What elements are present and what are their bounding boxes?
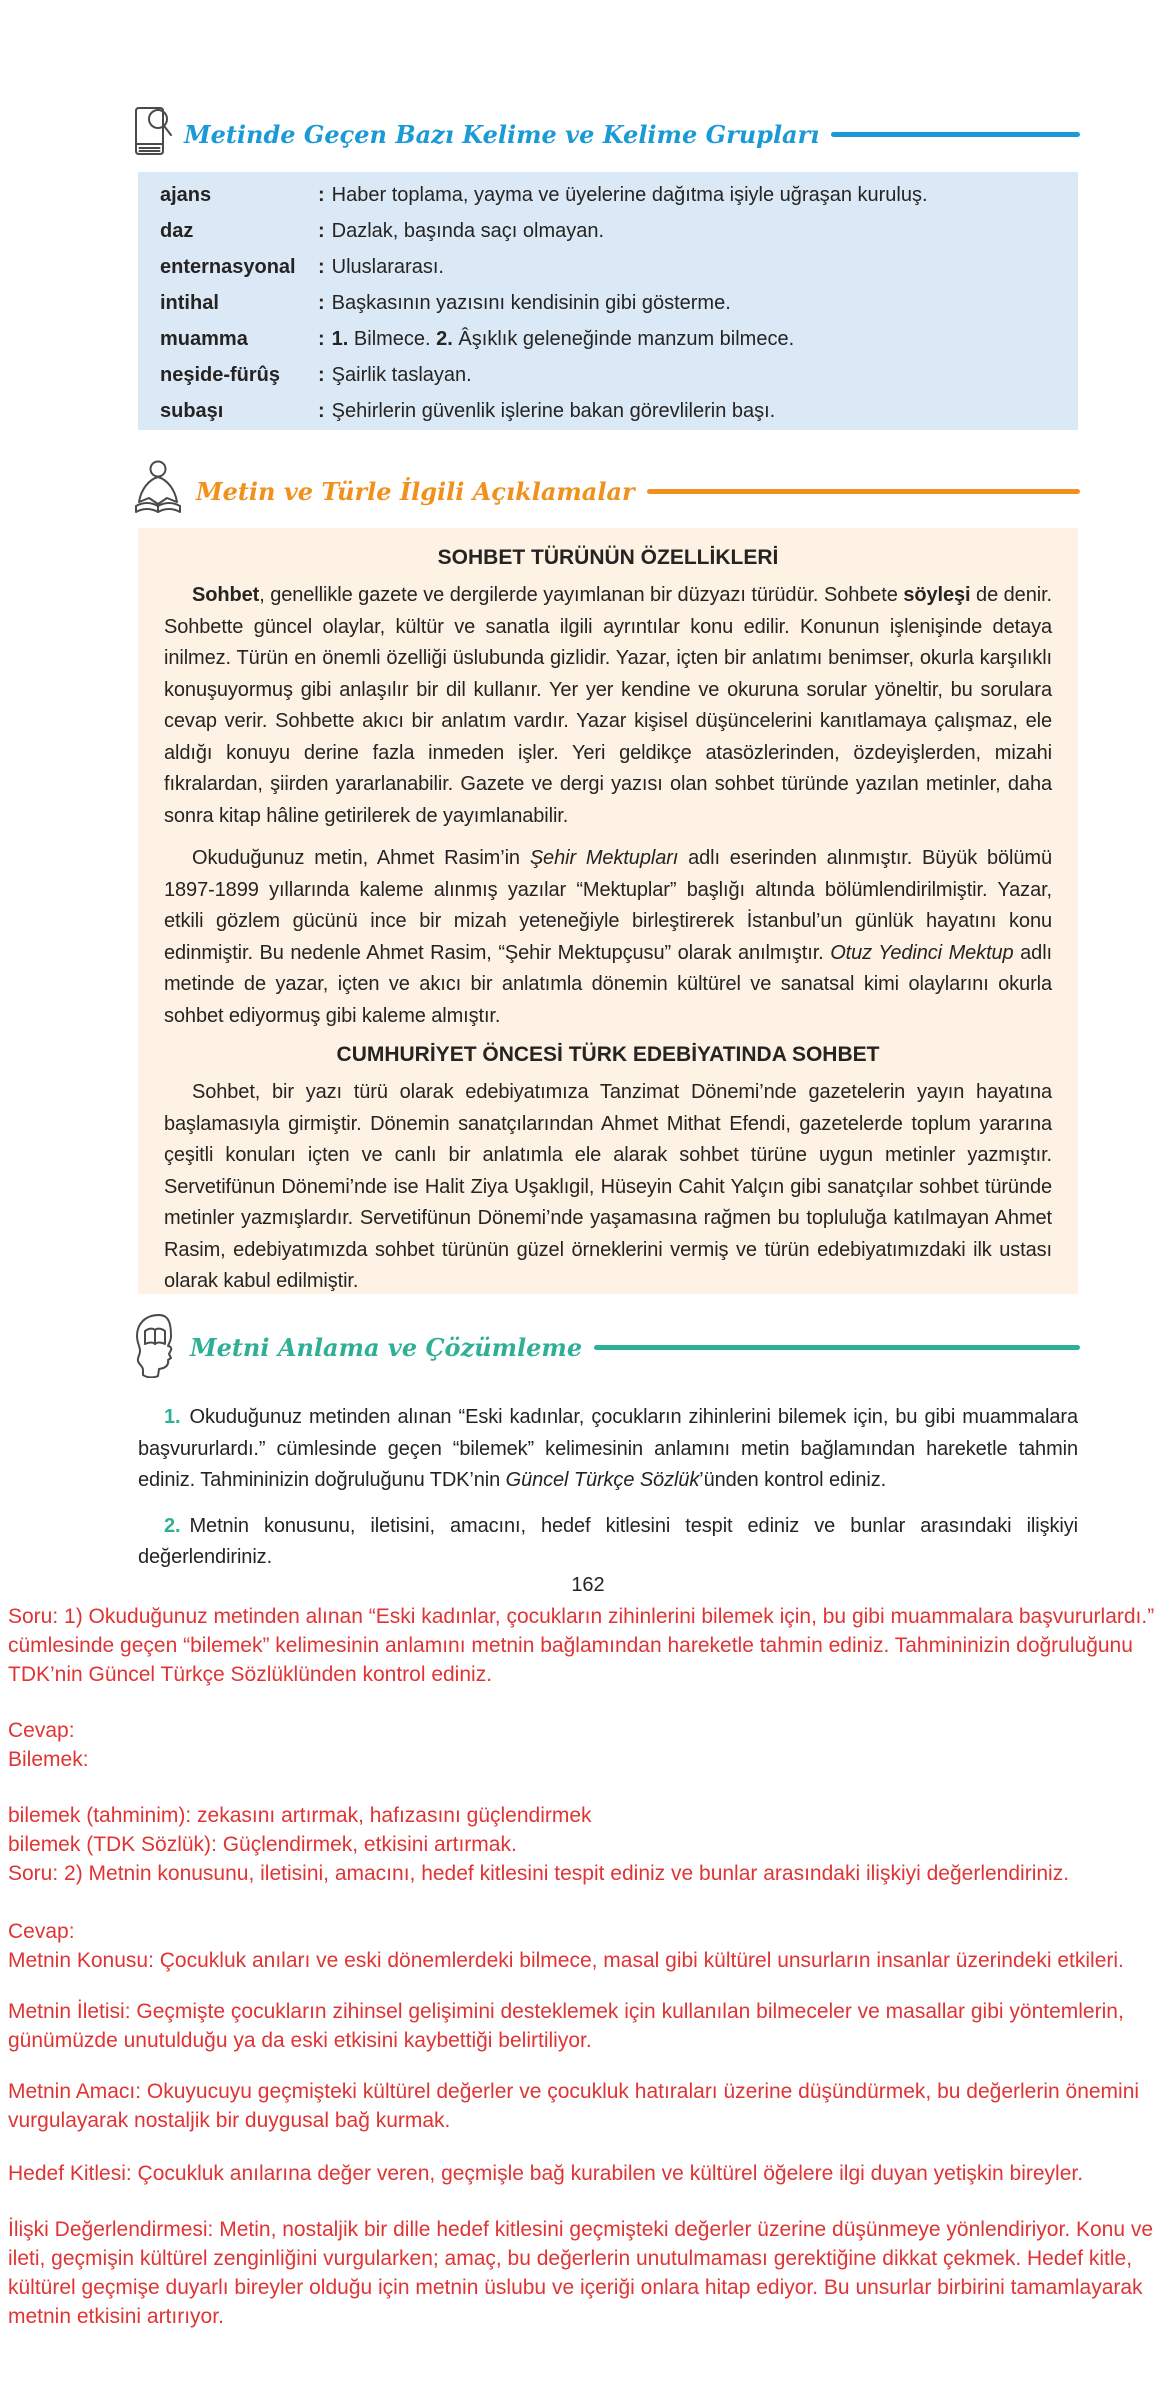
answer-annotations <box>8 1602 1170 2331</box>
annotation-line: Soru: 1) Okuduğunuz metinden alınan “Eski kadınlar, çocukların zihinlerini bilemek için, bu gibi muammalara başvururlardı.” cümlesinde geçen “bilemek” kelimesinin anlamını metnin bağlamından hareketle tahmin ediniz. Tahmininizin doğruluğunu TDK’nin Güncel Türkçe Sözlüklünden kontrol ediniz. <box>8 1605 1155 1686</box>
vocab-term: ajans <box>160 183 212 206</box>
vocab-section-header <box>132 106 1080 163</box>
comprehension-section-title: Metni Anlama ve Çözümleme <box>190 1333 583 1362</box>
vocab-row <box>160 393 1060 429</box>
vocab-row <box>160 213 1060 249</box>
vocab-row <box>160 321 1060 357</box>
annotation-line: Hedef Kitlesi: Çocukluk anılarına değer veren, geçmişle bağ kurabilen ve kültürel öğelere ilgi duyan yetişkin bireyler. <box>8 2162 1084 2185</box>
vocab-term: enternasyonal <box>160 255 296 278</box>
person-reading-icon <box>132 460 184 523</box>
info-box-heading: SOHBET TÜRÜNÜN ÖZELLİKLERİ <box>437 546 779 569</box>
info-section-rule <box>647 489 1080 494</box>
vocab-term: daz <box>160 219 194 242</box>
vocab-definition: Şehirlerin güvenlik işlerine bakan görevlilerin başı. <box>331 399 776 422</box>
comprehension-section-header <box>132 1312 1080 1383</box>
comprehension-section-rule <box>594 1345 1080 1350</box>
vocab-row <box>160 357 1060 393</box>
question-number: 1. <box>164 1406 181 1428</box>
book-magnifier-icon <box>132 106 172 163</box>
annotation-line: bilemek (TDK Sözlük): Güçlendirmek, etkisini artırmak. <box>8 1833 517 1856</box>
vocab-definition: Dazlak, başında saçı olmayan. <box>331 219 605 242</box>
vocab-colon: : <box>318 327 325 350</box>
annotation-line: Cevap: <box>8 1719 75 1742</box>
head-book-icon <box>132 1312 178 1383</box>
question-item: 2. Metnin konusunu, iletisini, amacını, hedef kitlesini tespit ediniz ve bunlar arasındaki ilişkiyi değerlendiriniz. <box>138 1514 1078 1568</box>
page-number: 162 <box>571 1574 605 1596</box>
annotation-line: bilemek (tahminim): zekasını artırmak, hafızasını güçlendirmek <box>8 1804 592 1827</box>
info-section-title: Metin ve Türle İlgili Açıklamalar <box>196 477 635 506</box>
questions-list <box>138 1402 1078 1588</box>
vocab-definition: Uluslararası. <box>331 255 444 278</box>
annotation-line: Bilemek: <box>8 1748 89 1771</box>
info-paragraph: Okuduğunuz metin, Ahmet Rasim’in Şehir Mektupları adlı eserinden alınmıştır. Büyük bölümü 1897-1899 yıllarında kaleme alınmış yazılar “Mektuplar” başlığı altında bölümlendirilmiştir. Yazar, etkili gözlem gücünü ince bir mizah yeteneğiyle birleştirerek İstanbul’un günlük hayatını konu edinmiştir. Bu nedenle Ahmet Rasim, “Şehir Mektupçusu” olarak anılmıştır. Otuz Yedinci Mektup adlı metinde de yazar, içten ve akıcı bir anlatımla dönemin kültürel ve sanatsal kimi olaylarını okurla sohbet ediyormuş gibi kaleme almıştır. <box>164 847 1053 1027</box>
annotation-line: İlişki Değerlendirmesi: Metin, nostaljik bir dille hedef kitlesini geçmişteki değerler üzerine düşünmeye yönlendiriyor. Konu ve ileti, geçmişin kültürel zenginliğini vurgularken; amaç, bu değerlerin unutulmaması gerektiğine dikkat çekmek. Hedef kitle, kültürel geçmişe duyarlı bireyler olduğu için metnin üslubu ve içeriği onlara hitap ediyor. Bu unsurlar birbirini tamamlayarak metnin etkisini artırıyor. <box>8 2218 1154 2328</box>
vocab-box <box>138 172 1078 430</box>
vocab-colon: : <box>318 255 325 278</box>
vocab-definition: Başkasının yazısını kendisinin gibi gösterme. <box>331 291 731 314</box>
annotation-line: Soru: 2) Metnin konusunu, iletisini, amacını, hedef kitlesini tespit ediniz ve bunlar arasındaki ilişkiyi değerlendiriniz. <box>8 1862 1070 1885</box>
info-box <box>138 528 1078 1294</box>
annotation-line: Metnin İletisi: Geçmişte çocukların zihinsel gelişimini desteklemek için kullanılan bilmeceler ve masallar gibi yöntemlerin, günümüzde unutulduğu ya da eski etkisini kaybettiği belirtiliyor. <box>8 2000 1124 2052</box>
question-item: 1. Okuduğunuz metinden alınan “Eski kadınlar, çocukların zihinlerini bilemek için, bu gibi muammalara başvururlardı.” cümlesinde geçen “bilemek” kelimesinin anlamını metin bağlamından hareketle tahmin ediniz. Tahmininizin doğruluğunu TDK’nin Güncel Türkçe Sözlük’ünden kontrol ediniz. <box>138 1406 1078 1491</box>
annotation-line: Cevap: <box>8 1920 75 1943</box>
vocab-colon: : <box>318 219 325 242</box>
vocab-term: subaşı <box>160 399 224 422</box>
vocab-definition: Haber toplama, yayma ve üyelerine dağıtma işiyle uğraşan kuruluş. <box>331 183 928 206</box>
annotation-line: Metnin Amacı: Okuyucuyu geçmişteki kültürel değerler ve çocukluk hatıraları üzerine düşündürmek, bu değerlerin önemini vurgulayarak nostaljik bir duygusal bağ kurmak. <box>8 2080 1140 2132</box>
question-number: 2. <box>164 1514 181 1537</box>
info-paragraph: Sohbet, bir yazı türü olarak edebiyatımıza Tanzimat Dönemi’nde gazetelerin yayın hayatına başlamasıyla girmiştir. Dönemin sanatçılarından Ahmet Mithat Efendi, gazetelerde toplum yararına çeşitli konuları içten ve canlı bir anlatımla ele alarak sohbet türüne uygun metinler yazmıştır. Servetifünun Dönemi’nde ise Halit Ziya Uşaklıgil, Hüseyin Cahit Yalçın gibi sanatçılar sohbet türünde metinler yazmışlardır. Servetifünun Dönemi’nde yaşamasına rağmen bu topluluğa katılmayan Ahmet Rasim, edebiyatımızda sohbet türünün güzel örneklerini vermiş ve türün edebiyatımızdaki ilk ustası olarak kabul edilmiştir. <box>164 1081 1052 1292</box>
vocab-colon: : <box>318 363 325 386</box>
info-box-heading: CUMHURİYET ÖNCESİ TÜRK EDEBİYATINDA SOHBET <box>336 1043 880 1066</box>
vocab-row <box>160 285 1060 321</box>
vocab-colon: : <box>318 291 325 314</box>
annotation-line: Metnin Konusu: Çocukluk anıları ve eski dönemlerdeki bilmece, masal gibi kültürel unsurların insanlar üzerindeki etkileri. <box>8 1949 1124 1972</box>
vocab-colon: : <box>318 183 325 206</box>
vocab-row <box>160 177 1060 213</box>
info-section-header <box>132 460 1080 523</box>
vocab-term: muamma <box>160 327 248 350</box>
info-paragraph: Sohbet, genellikle gazete ve dergilerde yayımlanan bir düzyazı türüdür. Sohbete söyleşi de denir. Sohbette güncel olaylar, kültür ve sanatla ilgili ayrıntılar konu edilir. Konunun işlenişinde detaya inilmez. Türün en önemli özelliği üslubunda gizlidir. Yazar, içten bir anlatımı benimser, okurla karşılıklı konuşuyormuş gibi anlaşılır bir dil kullanır. Yer yer kendine ve okuruna sorular yöneltir, bu sorulara cevap verir. Sohbette akıcı bir anlatım vardır. Yazar kişisel düşüncelerini kanıtlamaya çalışmaz, ele aldığı konuyu derine fazla inmeden işler. Yeri geldikçe atasözlerinden, özdeyişlerden, mizahi fıkralardan, şiirden yararlanabilir. Gazete ve dergi yazısı olan sohbet türünde yazılan metinler, daha sonra kitap hâline getirilerek de yayımlanabilir. <box>164 584 1052 827</box>
vocab-section-title: Metinde Geçen Bazı Kelime ve Kelime Grupları <box>184 120 820 149</box>
vocab-definition: 1. Bilmece. 2. Âşıklık geleneğinde manzum bilmece. <box>331 327 795 350</box>
vocab-row <box>160 249 1060 285</box>
vocab-term: neşide-fürûş <box>160 363 281 386</box>
vocab-section-rule <box>831 132 1080 137</box>
vocab-term: intihal <box>160 291 219 314</box>
vocab-definition: Şairlik taslayan. <box>331 363 472 386</box>
vocab-colon: : <box>318 399 325 422</box>
